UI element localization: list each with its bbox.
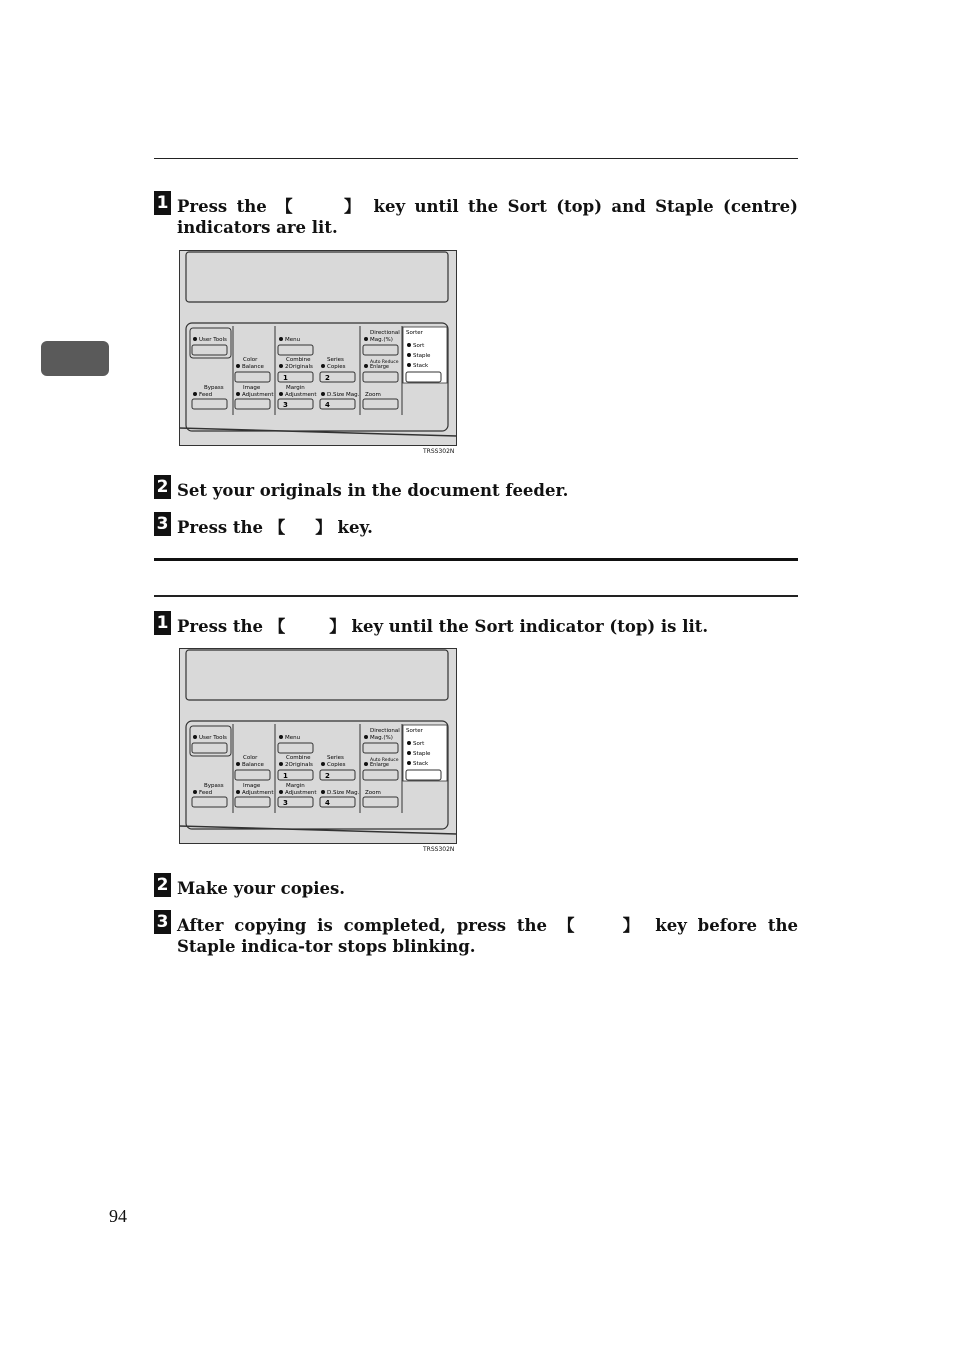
svg-text:4: 4 bbox=[325, 401, 330, 409]
svg-text:Series: Series bbox=[327, 755, 344, 761]
svg-text:Adjustment: Adjustment bbox=[242, 392, 274, 398]
svg-text:Directional: Directional bbox=[370, 728, 400, 734]
svg-text:Copies: Copies bbox=[327, 762, 346, 768]
control-panel-svg bbox=[179, 648, 457, 844]
svg-text:3: 3 bbox=[283, 799, 288, 807]
svg-text:Adjustment: Adjustment bbox=[285, 790, 317, 796]
svg-text:Staple: Staple bbox=[413, 751, 431, 757]
page-number: 94 bbox=[109, 1206, 127, 1226]
svg-text:Color: Color bbox=[243, 357, 258, 363]
svg-text:D.Size Mag.: D.Size Mag. bbox=[327, 790, 360, 796]
svg-text:Mag.(%): Mag.(%) bbox=[370, 337, 393, 343]
svg-text:2: 2 bbox=[325, 772, 330, 780]
svg-text:Enlarge: Enlarge bbox=[370, 762, 389, 768]
step-number-icon: 1 bbox=[154, 611, 171, 635]
svg-text:Color: Color bbox=[243, 755, 258, 761]
svg-text:Feed: Feed bbox=[199, 392, 213, 398]
svg-text:Series: Series bbox=[327, 357, 344, 363]
svg-text:User Tools: User Tools bbox=[199, 735, 227, 741]
svg-text:1: 1 bbox=[283, 772, 288, 780]
svg-text:4: 4 bbox=[325, 799, 330, 807]
svg-text:Bypass: Bypass bbox=[204, 385, 224, 391]
chapter-tab bbox=[41, 341, 109, 376]
svg-text:2: 2 bbox=[325, 374, 330, 382]
svg-text:Margin: Margin bbox=[286, 783, 305, 789]
label-user-tools: User Tools bbox=[199, 337, 227, 343]
control-panel-figure-2 bbox=[179, 648, 457, 853]
svg-text:Enlarge: Enlarge bbox=[370, 364, 389, 370]
figure-code: TRSS302N bbox=[423, 448, 455, 455]
svg-text:Sort: Sort bbox=[413, 741, 425, 747]
svg-text:Menu: Menu bbox=[285, 337, 301, 343]
svg-text:D.Size Mag.: D.Size Mag. bbox=[327, 392, 360, 398]
control-panel-figure-1 bbox=[179, 250, 457, 455]
svg-text:2Originals: 2Originals bbox=[285, 364, 313, 370]
svg-text:Bypass: Bypass bbox=[204, 783, 224, 789]
svg-text:Image: Image bbox=[243, 385, 261, 391]
svg-text:Mag.(%): Mag.(%) bbox=[370, 735, 393, 741]
step-number-icon: 3 bbox=[154, 910, 171, 934]
svg-text:Combine: Combine bbox=[286, 755, 311, 761]
svg-text:Directional: Directional bbox=[370, 330, 400, 336]
key-bracket-open: 【 bbox=[276, 197, 297, 216]
step-number-icon: 1 bbox=[154, 191, 171, 215]
step-number-icon: 2 bbox=[154, 475, 171, 499]
step-number-icon: 2 bbox=[154, 873, 171, 897]
svg-text:Sorter: Sorter bbox=[406, 728, 423, 734]
section-divider bbox=[154, 558, 798, 561]
svg-text:Feed: Feed bbox=[199, 790, 213, 796]
svg-text:Auto Reduce: Auto Reduce bbox=[370, 360, 399, 365]
svg-text:Auto Reduce: Auto Reduce bbox=[370, 758, 399, 763]
control-panel-svg bbox=[179, 250, 457, 446]
svg-text:Adjustment: Adjustment bbox=[242, 790, 274, 796]
svg-text:Balance: Balance bbox=[242, 762, 264, 768]
svg-text:2Originals: 2Originals bbox=[285, 762, 313, 768]
svg-text:3: 3 bbox=[283, 401, 288, 409]
section-rule bbox=[154, 595, 798, 597]
svg-text:Sort: Sort bbox=[413, 343, 425, 349]
svg-text:Balance: Balance bbox=[242, 364, 264, 370]
step-number-icon: 3 bbox=[154, 512, 171, 536]
key-bracket-close: 】 bbox=[340, 197, 365, 216]
svg-text:Zoom: Zoom bbox=[365, 392, 381, 398]
svg-text:Sorter: Sorter bbox=[406, 330, 423, 336]
svg-text:Copies: Copies bbox=[327, 364, 346, 370]
svg-text:1: 1 bbox=[283, 374, 288, 382]
svg-text:Margin: Margin bbox=[286, 385, 305, 391]
svg-text:Image: Image bbox=[243, 783, 261, 789]
svg-text:Zoom: Zoom bbox=[365, 790, 381, 796]
svg-text:Combine: Combine bbox=[286, 357, 311, 363]
svg-text:Adjustment: Adjustment bbox=[285, 392, 317, 398]
svg-text:Staple: Staple bbox=[413, 353, 431, 359]
figure-code: TRSS302N bbox=[423, 846, 455, 853]
svg-text:Stack: Stack bbox=[413, 363, 429, 369]
header-rule bbox=[154, 158, 798, 159]
svg-text:Menu: Menu bbox=[285, 735, 301, 741]
svg-text:Stack: Stack bbox=[413, 761, 429, 767]
